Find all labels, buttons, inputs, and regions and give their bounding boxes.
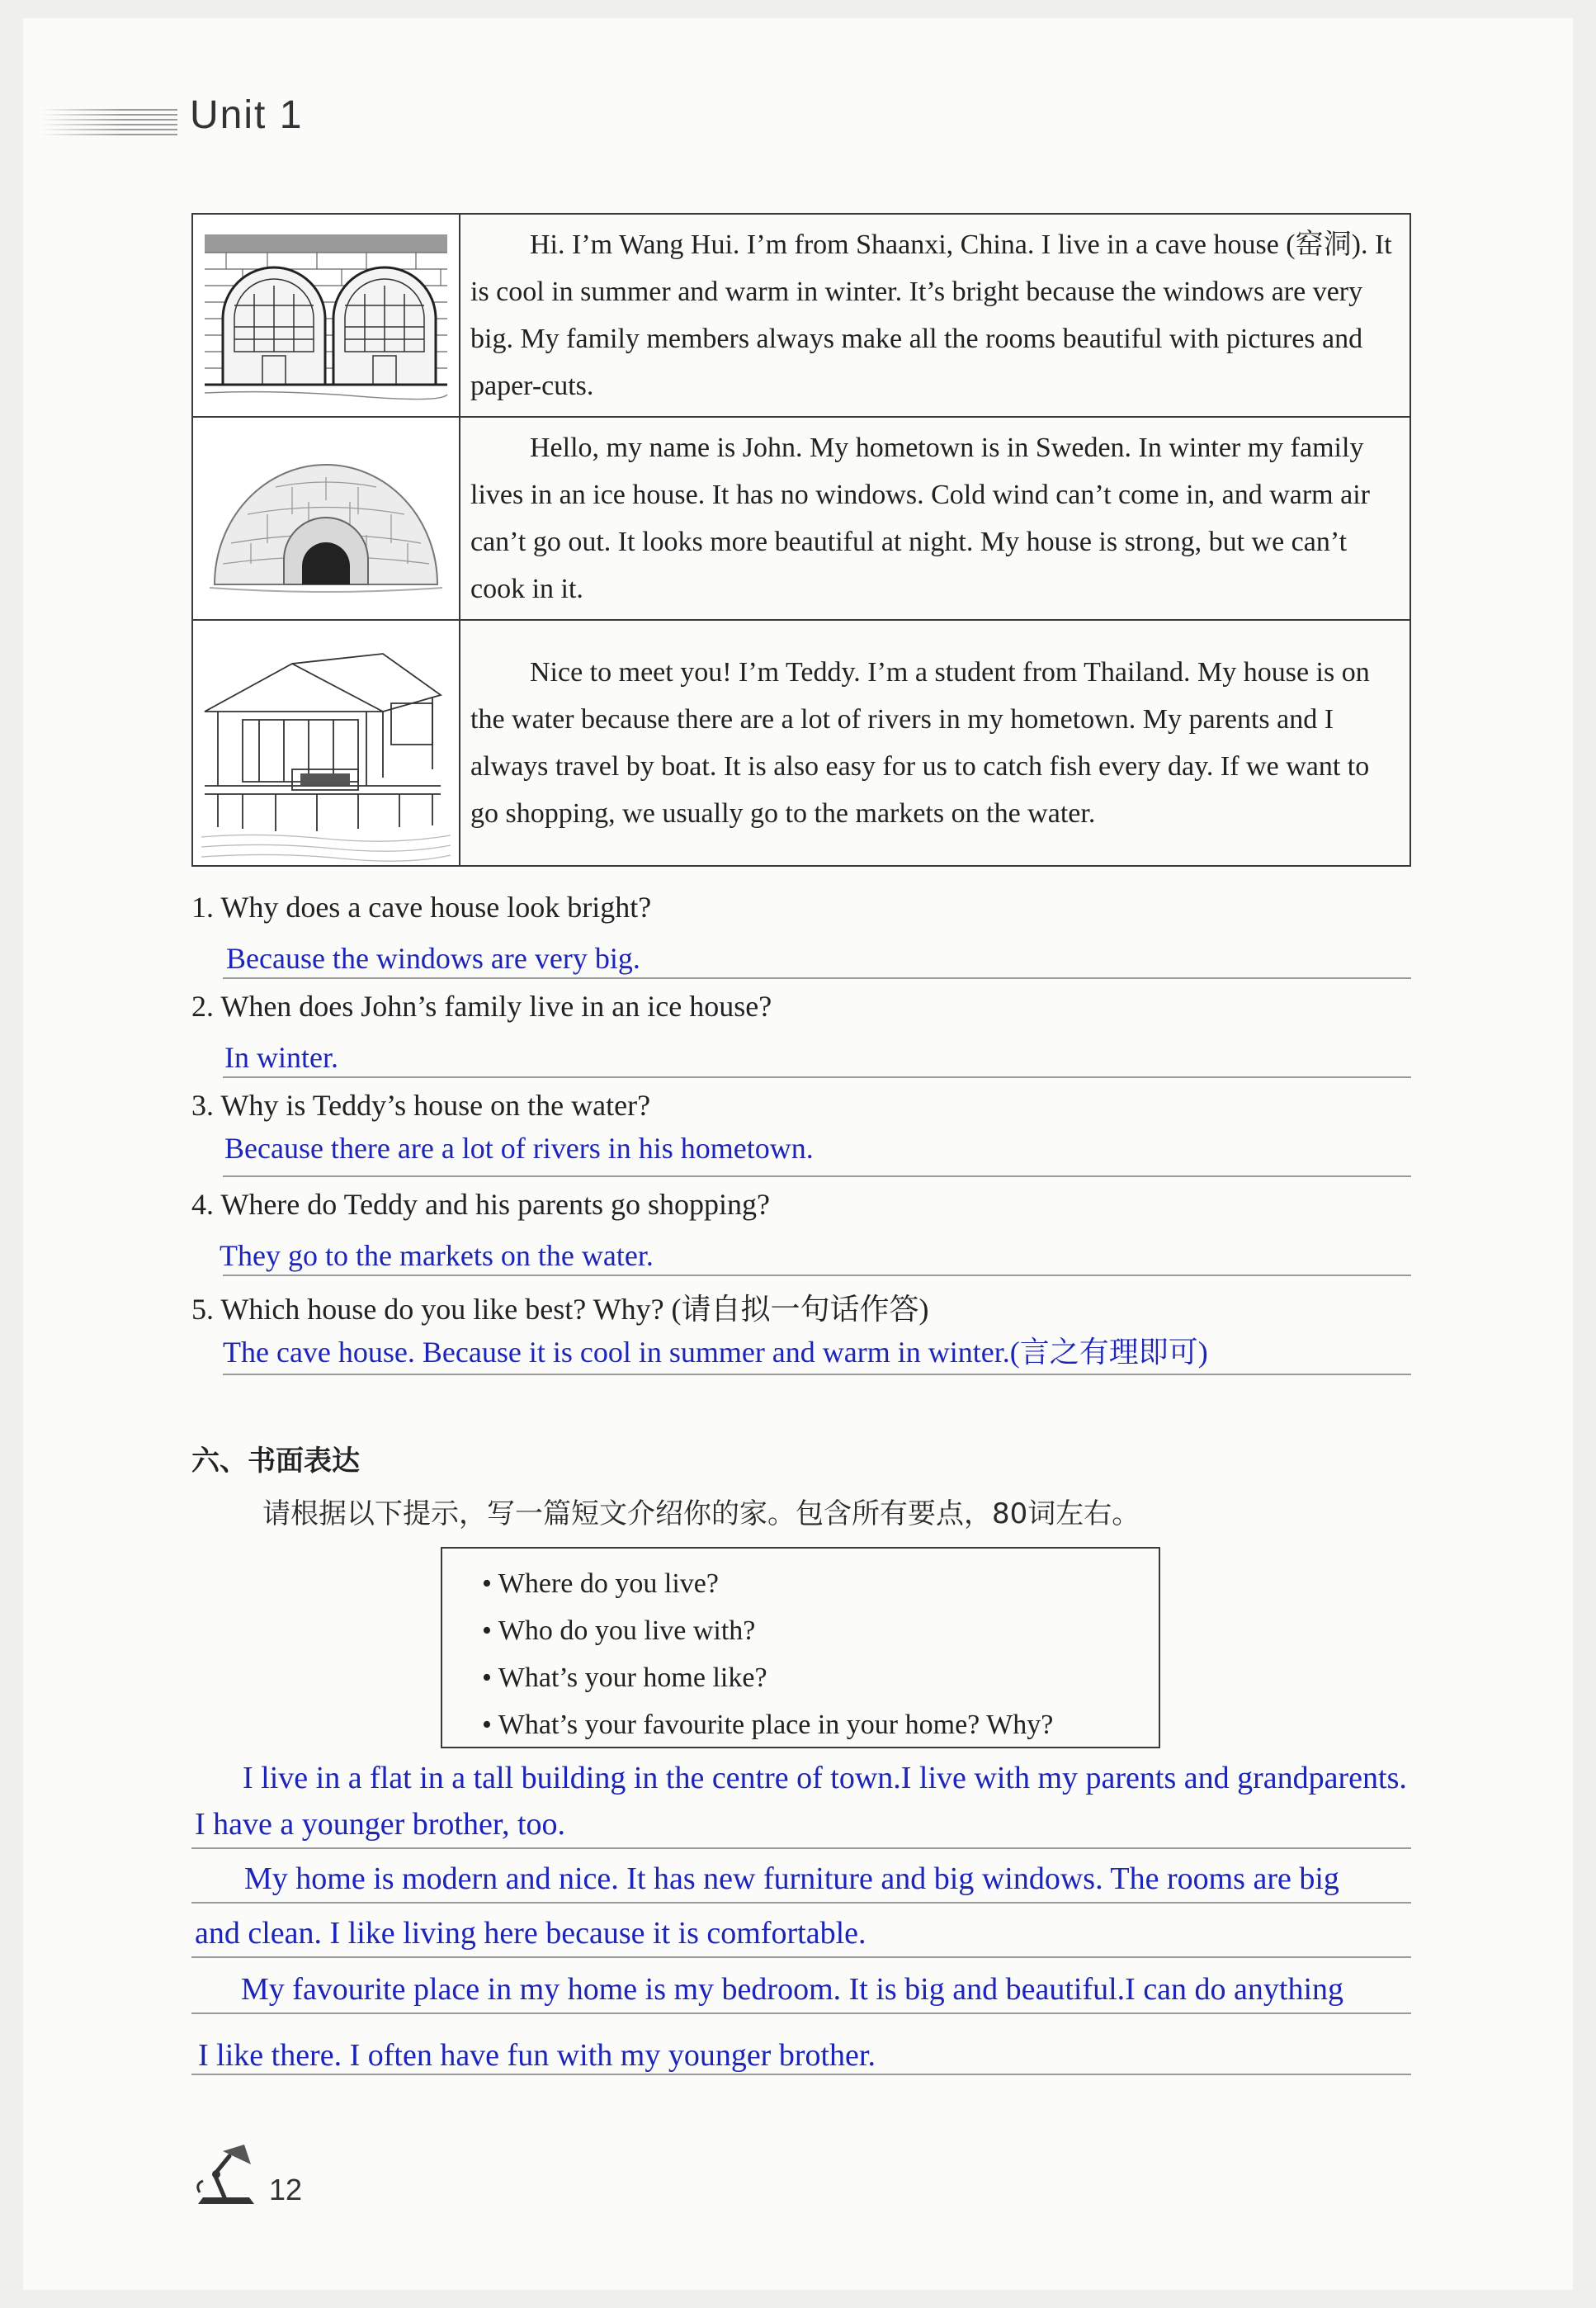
- reading-row-ice: [192, 417, 1410, 620]
- lamp-mascot-icon: [191, 2141, 261, 2215]
- essay-line-6: I like there. I often have fun with my younger brother.: [198, 2038, 876, 2073]
- answer-line: [223, 1076, 1411, 1078]
- answer-line: [223, 1175, 1411, 1177]
- page-number: 12: [269, 2173, 303, 2206]
- reading-row-water: [192, 620, 1410, 866]
- essay-line-1: I live in a flat in a tall building in the centre of town.I live with my parents and grandparents.: [243, 1761, 1407, 1795]
- reading-table: [191, 213, 1411, 867]
- prompt-item: • Who do you live with?: [482, 1615, 756, 1646]
- answer-line: [223, 1275, 1411, 1276]
- essay-line-2: I have a younger brother, too.: [195, 1807, 566, 1842]
- reading-row-cave: [192, 214, 1410, 417]
- essay-rule: [191, 1902, 1411, 1904]
- answer-1: Because the windows are very big.: [226, 942, 640, 975]
- cave-house-illustration: [192, 214, 460, 417]
- prompt-box: [441, 1547, 1160, 1748]
- answer-2: In winter.: [224, 1041, 338, 1074]
- ice-house-illustration: [192, 417, 460, 620]
- prompt-item: • What’s your favourite place in your home? Why?: [482, 1710, 1054, 1740]
- header-decoration: [41, 109, 177, 137]
- prompt-item: • What’s your home like?: [482, 1662, 767, 1693]
- cave-house-text: Hi. I’m Wang Hui. I’m from Shaanxi, China. I live in a cave house (窑洞). It is cool in summer and warm in winter. It’s bright because the windows are very big. My family members always make all the rooms beautiful with pictures and paper-cuts.: [460, 214, 1410, 417]
- essay-line-4: and clean. I like living here because it is comfortable.: [195, 1916, 866, 1951]
- question-3: 3. Why is Teddy’s house on the water?: [191, 1089, 651, 1122]
- question-1: 1. Why does a cave house look bright?: [191, 891, 652, 924]
- essay-rule: [191, 1847, 1411, 1849]
- answer-5: The cave house. Because it is cool in summer and warm in winter.(言之有理即可): [223, 1336, 1208, 1369]
- answer-3: Because there are a lot of rivers in his hometown.: [224, 1132, 814, 1165]
- water-house-text: Nice to meet you! I’m Teddy. I’m a student from Thailand. My house is on the water because there are a lot of rivers in my hometown. My parents and I always travel by boat. It is also easy for us to catch fish every day. If we want to go shopping, we usually go to the markets on the water.: [460, 620, 1410, 866]
- answer-4: They go to the markets on the water.: [220, 1239, 654, 1272]
- question-4: 4. Where do Teddy and his parents go shopping?: [191, 1188, 771, 1221]
- essay-rule: [191, 2074, 1411, 2075]
- essay-rule: [191, 1956, 1411, 1958]
- ice-house-text: Hello, my name is John. My hometown is in Sweden. In winter my family lives in an ice house. It has no windows. Cold wind can’t come in, and warm air can’t go out. It looks more beautiful at night. My house is strong, but we can’t cook in it.: [460, 417, 1410, 620]
- writing-instruction: 请根据以下提示，写一篇短文介绍你的家。包含所有要点，80词左右。: [262, 1497, 1140, 1530]
- prompt-item: • Where do you live?: [482, 1568, 719, 1599]
- essay-rule: [191, 2012, 1411, 2014]
- answer-line: [223, 977, 1411, 979]
- answer-line: [223, 1374, 1411, 1375]
- question-2: 2. When does John’s family live in an ice house?: [191, 990, 772, 1023]
- question-5: 5. Which house do you like best? Why? (请自拟一句话作答): [191, 1293, 929, 1326]
- essay-line-3: My home is modern and nice. It has new furniture and big windows. The rooms are big: [244, 1861, 1339, 1896]
- unit-title: Unit 1: [190, 93, 304, 137]
- water-house-illustration: [192, 620, 460, 866]
- section-title: 六、书面表达: [191, 1445, 360, 1478]
- essay-line-5: My favourite place in my home is my bedroom. It is big and beautiful.I can do anything: [241, 1972, 1344, 2007]
